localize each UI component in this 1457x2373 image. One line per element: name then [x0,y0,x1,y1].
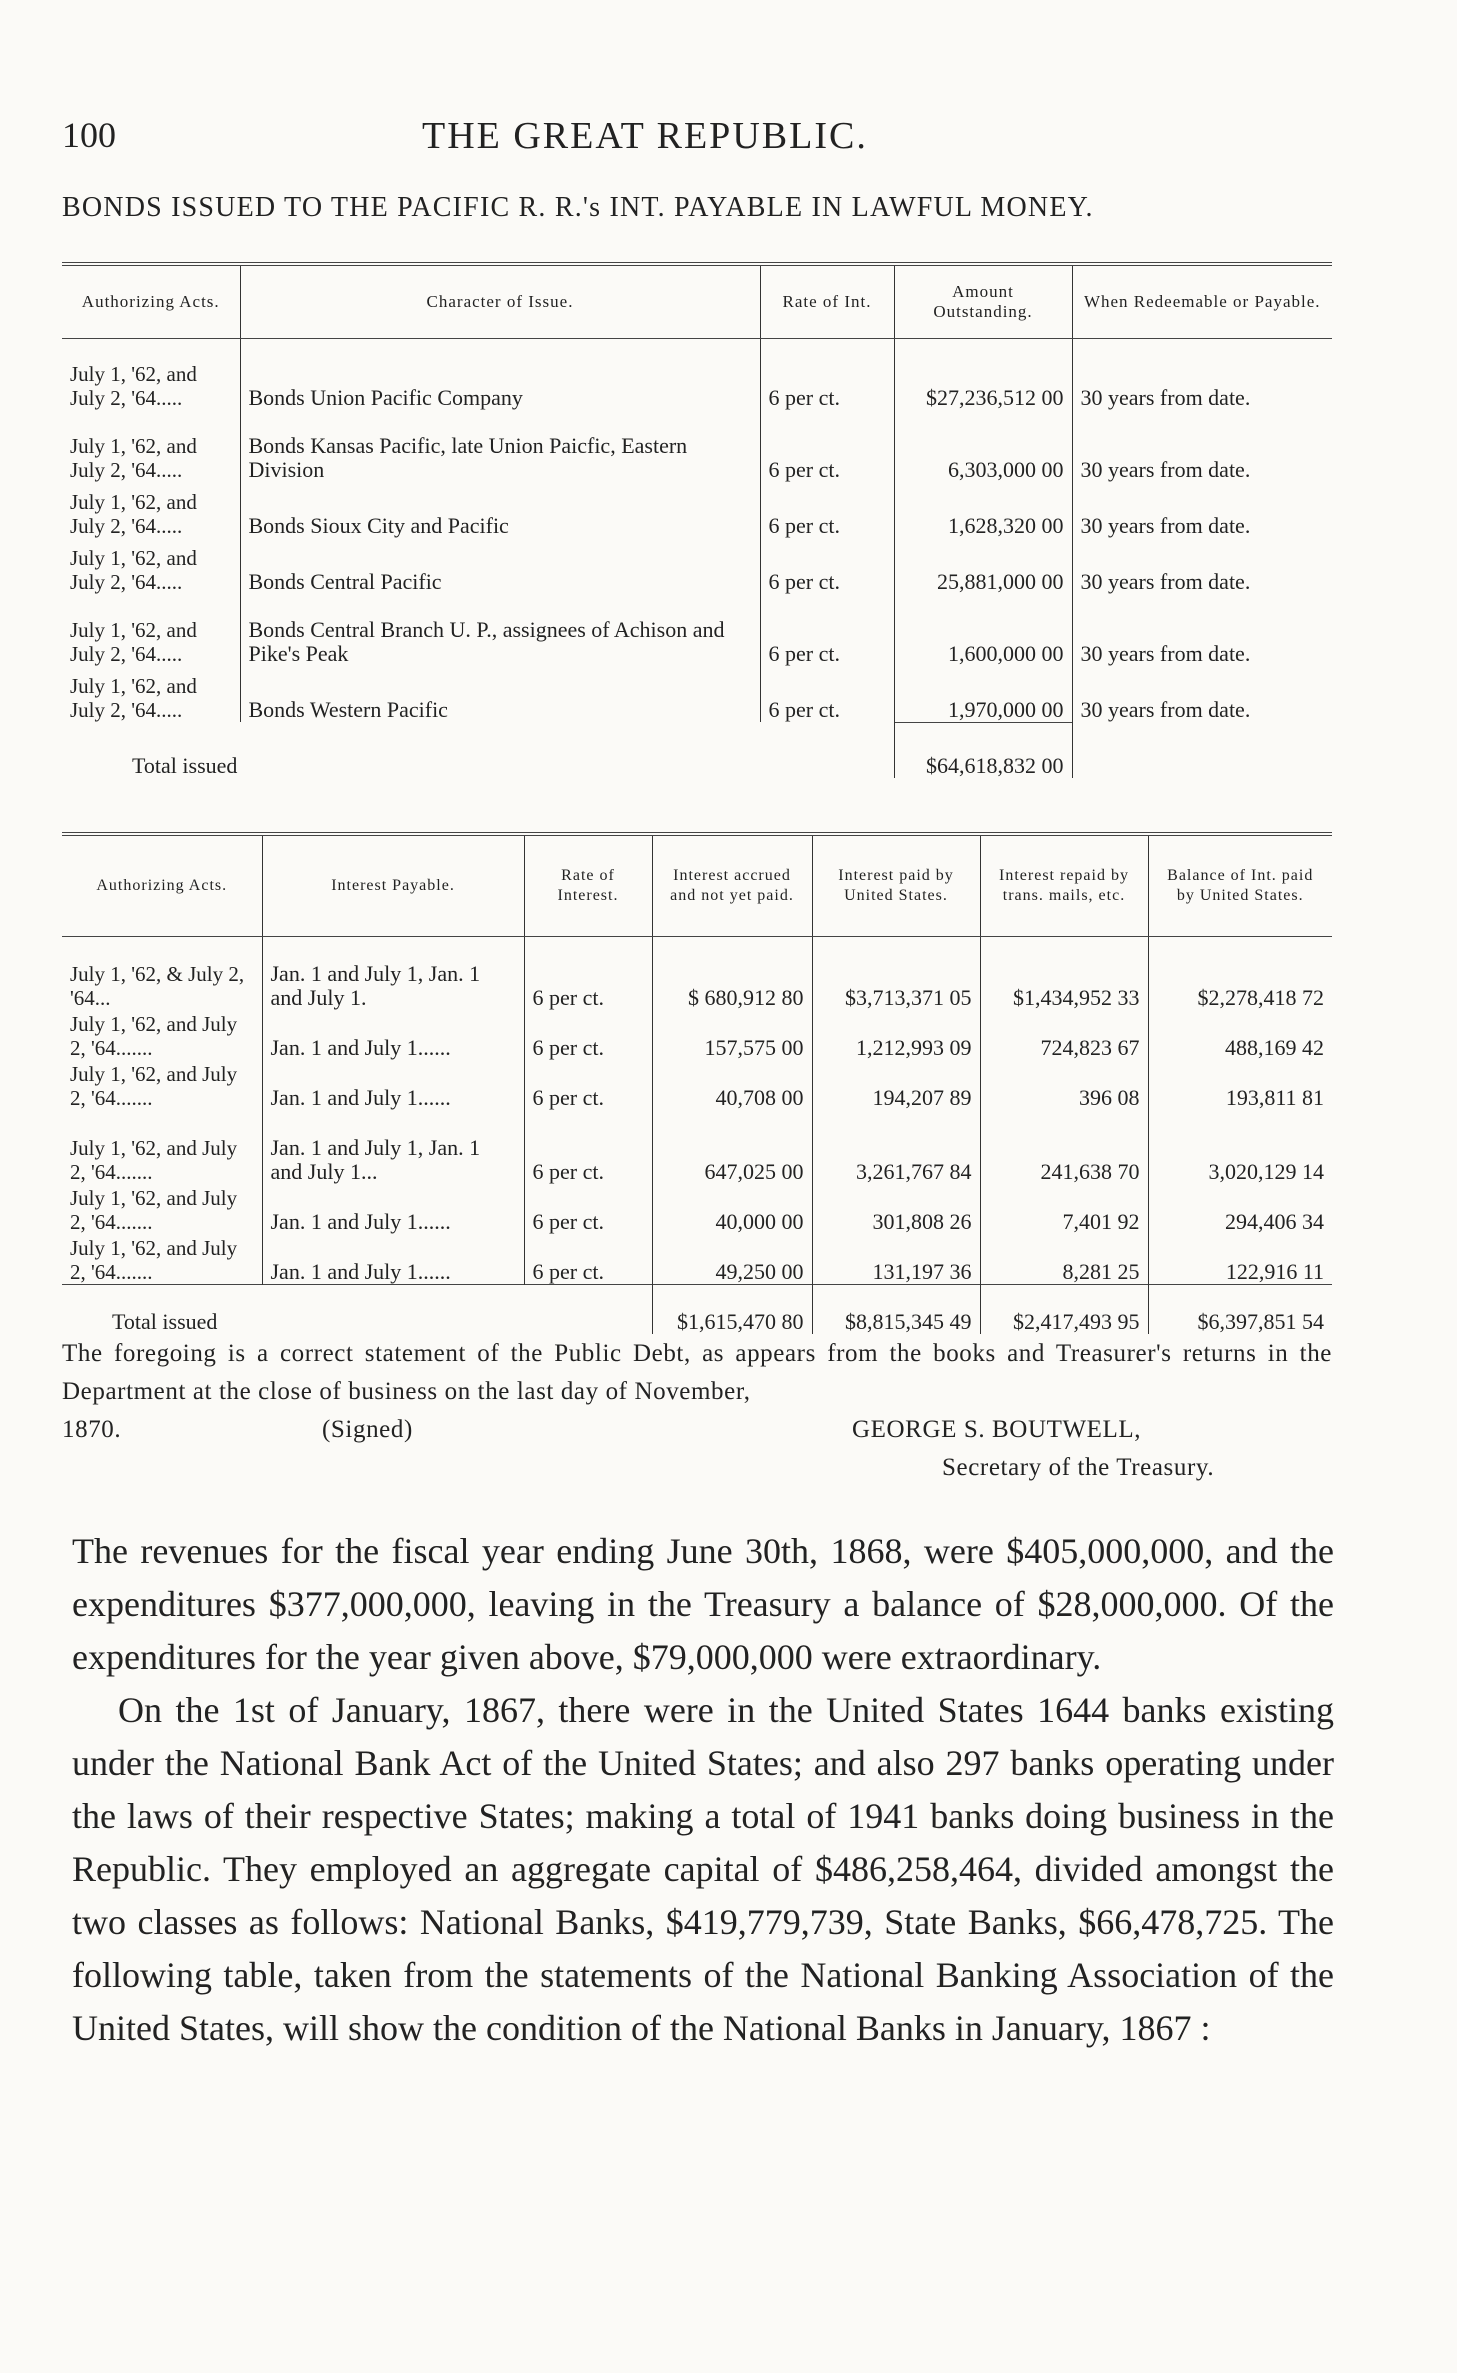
interest-table [62,832,1332,1334]
col-header-accrued: Interest accrued and not yet paid. [652,834,812,936]
cell-rate: 6 per ct. [760,594,894,666]
total-row [62,1284,1332,1334]
cell-payable: Jan. 1 and July 1...... [262,1010,524,1060]
table-row [62,538,1332,594]
col-header-amount: Amount Outstanding. [894,264,1072,338]
cell-balance: 193,811 81 [1148,1060,1332,1110]
cell-acts: July 1, '62, and July 2, '64..... [70,546,197,594]
cell-issue: Bonds Sioux City and Pacific [240,482,760,538]
table-row [62,1010,1332,1060]
cell-payable: Jan. 1 and July 1...... [262,1060,524,1110]
table-row [62,338,1332,410]
cell-accrued: 40,708 00 [652,1060,812,1110]
total-paid: $8,815,345 49 [812,1284,980,1334]
signer-name: GEORGE S. BOUTWELL, [852,1416,1142,1443]
col-header-payable: Interest Payable. [262,834,524,936]
cell-paid: 194,207 89 [812,1060,980,1110]
total-label: Total issued [132,753,238,778]
col-header-paid: Interest paid by United States. [812,834,980,936]
cell-acts: July 1, '62, and July 2, '64....... [70,1235,238,1284]
cell-repaid: 396 08 [980,1060,1148,1110]
table-row [62,1110,1332,1184]
table-header-row [62,834,1332,936]
cell-payable: Jan. 1 and July 1...... [262,1184,524,1234]
total-accrued: $1,615,470 80 [652,1284,812,1334]
cell-amount: 1,600,000 00 [894,594,1072,666]
cell-accrued: $ 680,912 80 [652,936,812,1010]
cell-when: 30 years from date. [1072,410,1332,482]
cell-balance: 122,916 11 [1148,1234,1332,1284]
cell-rate: 6 per ct. [524,1184,652,1234]
cell-rate: 6 per ct. [524,1110,652,1184]
cell-acts: July 1, '62, and July 2, '64....... [70,1012,238,1060]
cell-acts: July 1, '62, and July 2, '64..... [70,434,197,482]
cell-paid: $3,713,371 05 [812,936,980,1010]
table-row [62,410,1332,482]
cell-payable: Jan. 1 and July 1, Jan. 1 and July 1... [262,1110,524,1184]
col-header-balance: Balance of Int. paid by United States. [1148,834,1332,936]
cell-when: 30 years from date. [1072,538,1332,594]
cell-when: 30 years from date. [1072,666,1332,722]
table-row [62,1060,1332,1110]
cell-payable: Jan. 1 and July 1, Jan. 1 and July 1. [262,936,524,1010]
cell-acts: July 1, '62, and July 2, '64....... [70,1062,238,1110]
cell-when: 30 years from date. [1072,482,1332,538]
cell-acts: July 1, '62, & July 2, '64... [70,962,245,1010]
cell-rate: 6 per ct. [524,1060,652,1110]
total-repaid: $2,417,493 95 [980,1284,1148,1334]
cell-rate: 6 per ct. [760,410,894,482]
table-row [62,666,1332,722]
col-header-issue: Character of Issue. [240,264,760,338]
cell-accrued: 647,025 00 [652,1110,812,1184]
cell-acts: July 1, '62, and July 2, '64..... [70,674,197,722]
cell-rate: 6 per ct. [760,482,894,538]
statement-year: 1870. [62,1416,122,1443]
total-label: Total issued [62,1284,652,1334]
cell-repaid: 241,638 70 [980,1110,1148,1184]
cell-paid: 301,808 26 [812,1184,980,1234]
cell-repaid: $1,434,952 33 [980,936,1148,1010]
col-header-acts: Authorizing Acts. [62,264,240,338]
cell-paid: 131,197 36 [812,1234,980,1284]
col-header-rate: Rate of Int. [760,264,894,338]
cell-balance: 488,169 42 [1148,1010,1332,1060]
total-row [62,722,1332,778]
running-title: THE GREAT REPUBLIC. [422,115,868,157]
col-header-rate: Rate of Interest. [524,834,652,936]
cell-acts: July 1, '62, and July 2, '64..... [70,490,197,538]
table-row [62,482,1332,538]
col-header-when: When Redeemable or Payable. [1072,264,1332,338]
cell-amount: 6,303,000 00 [894,410,1072,482]
paragraph: The revenues for the fiscal year ending June 30th, 1868, were $405,000,000, and the expenditures $377,000,000, leaving in the Treasury a balance of $28,000,000. Of the expenditures for the year given above, $79,000,000 were extraordinary. [72,1531,1334,1677]
cell-acts: July 1, '62, and July 2, '64..... [70,362,197,410]
cell-issue: Bonds Central Branch U. P., assignees of Achison and Pike's Peak [240,594,760,666]
cell-amount: 1,628,320 00 [894,482,1072,538]
cell-amount: 1,970,000 00 [894,666,1072,722]
table-row [62,1184,1332,1234]
cell-issue: Bonds Kansas Pacific, late Union Paicfic, Eastern Division [240,410,760,482]
pacific-bonds-table [62,262,1332,778]
cell-balance: 294,406 34 [1148,1184,1332,1234]
table-header-row [62,264,1332,338]
table-row [62,936,1332,1010]
cell-amount: $27,236,512 00 [894,338,1072,410]
total-amount: $64,618,832 00 [894,722,1072,778]
statement-text: The foregoing is a correct statement of the Public Debt, as appears from the books and Treasurer's returns in the Department at the close of business on the last day of November, [62,1340,1332,1405]
table-heading: BONDS ISSUED TO THE PACIFIC R. R.'s INT. PAYABLE IN LAWFUL MONEY. [62,192,1094,223]
cell-repaid: 724,823 67 [980,1010,1148,1060]
cell-accrued: 49,250 00 [652,1234,812,1284]
cell-rate: 6 per ct. [760,538,894,594]
cell-rate: 6 per ct. [524,1010,652,1060]
table-row [62,1234,1332,1284]
cell-balance: 3,020,129 14 [1148,1110,1332,1184]
page-number: 100 [62,115,116,155]
cell-payable: Jan. 1 and July 1...... [262,1234,524,1284]
signature-line [62,1411,1332,1449]
cell-accrued: 40,000 00 [652,1184,812,1234]
total-balance: $6,397,851 54 [1148,1284,1332,1334]
cell-acts: July 1, '62, and July 2, '64..... [70,618,197,666]
cell-issue: Bonds Western Pacific [240,666,760,722]
paragraph: On the 1st of January, 1867, there were in the United States 1644 banks existing under the National Bank Act of the United States; and also 297 banks operating under the laws of their respective States; making a total of 1941 banks doing business in the Republic. They employed an aggregate capital of $486,258,464, divided amongst the two classes as follows: National Banks, $419,779,739, State Banks, $66,478,725. The following table, taken from the statements of the National Banking Association of the United States, will show the condition of the National Banks in January, 1867 : [72,1690,1334,2048]
body-text [72,1525,1334,2055]
cell-issue: Bonds Central Pacific [240,538,760,594]
table-row [62,594,1332,666]
cell-paid: 1,212,993 09 [812,1010,980,1060]
cell-paid: 3,261,767 84 [812,1110,980,1184]
cell-rate: 6 per ct. [524,1234,652,1284]
signed-label: (Signed) [322,1416,413,1443]
cell-amount: 25,881,000 00 [894,538,1072,594]
cell-rate: 6 per ct. [760,666,894,722]
cell-when: 30 years from date. [1072,594,1332,666]
cell-acts: July 1, '62, and July 2, '64....... [70,1136,238,1184]
cell-acts: July 1, '62, and July 2, '64....... [70,1186,238,1234]
cell-repaid: 8,281 25 [980,1234,1148,1284]
cell-issue: Bonds Union Pacific Company [240,338,760,410]
signer-title: Secretary of the Treasury. [942,1454,1215,1481]
col-header-repaid: Interest repaid by trans. mails, etc. [980,834,1148,936]
page-header [62,108,1332,158]
cell-repaid: 7,401 92 [980,1184,1148,1234]
cell-balance: $2,278,418 72 [1148,936,1332,1010]
cell-rate: 6 per ct. [760,338,894,410]
cell-accrued: 157,575 00 [652,1010,812,1060]
col-header-acts: Authorizing Acts. [62,834,262,936]
cell-rate: 6 per ct. [524,936,652,1010]
cell-when: 30 years from date. [1072,338,1332,410]
treasury-statement [62,1335,1332,1481]
